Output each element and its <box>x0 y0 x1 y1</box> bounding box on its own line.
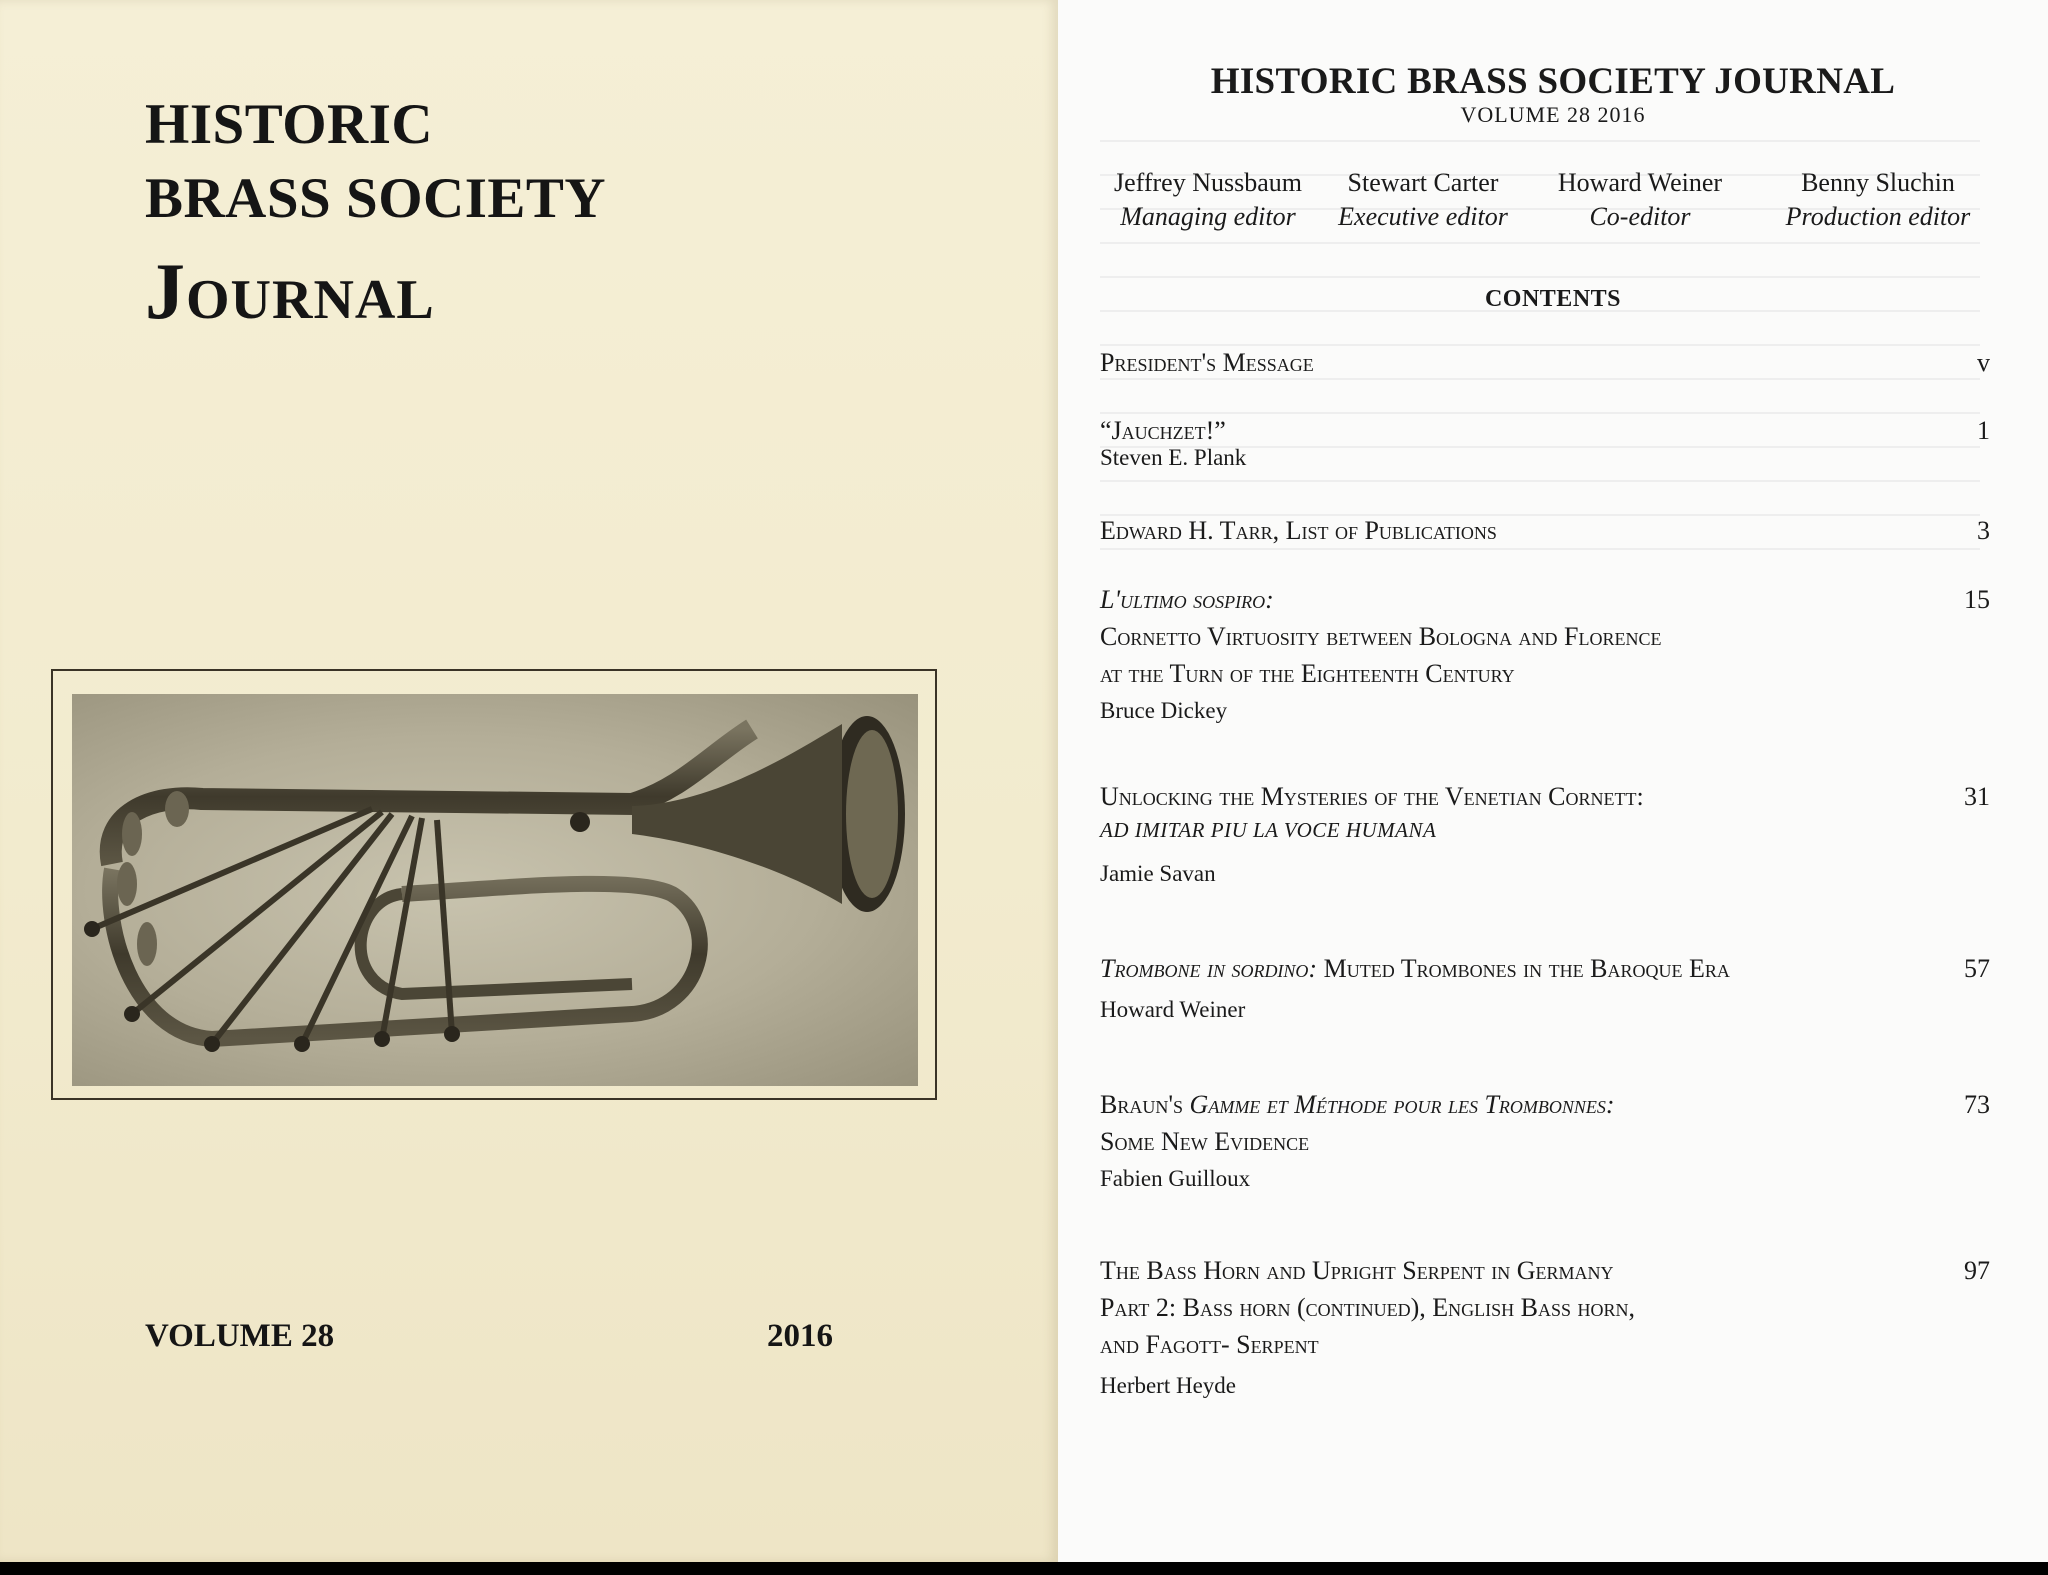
toc-title-italic: Trombone in sordino: <box>1100 954 1318 983</box>
toc-author: Steven E. Plank <box>1100 445 1247 470</box>
cover-title <box>145 88 606 342</box>
toc-entry <box>1100 778 1990 889</box>
toc-title-line2: Some New Evidence <box>1100 1127 1310 1156</box>
toc-title: The Bass Horn and Upright Serpent in Germany <box>1100 1256 1614 1285</box>
toc-author: Herbert Heyde <box>1100 1373 1237 1398</box>
trumpet-photo <box>72 694 918 1086</box>
keyed-trumpet-icon <box>72 694 918 1086</box>
toc-page-number: 1 <box>1977 416 1990 445</box>
toc-title: President's Message <box>1100 348 1314 377</box>
toc-title-line2: Cornetto Virtuosity between Bologna and Florence <box>1100 622 1662 651</box>
toc-title-line2: Part 2: Bass horn (continued), English Bass horn, <box>1100 1293 1636 1322</box>
toc-page-number: v <box>1977 348 1990 377</box>
cover-title-line1: HISTORIC <box>145 93 434 156</box>
toc-page-number: 57 <box>1964 954 1990 983</box>
toc-author: Bruce Dickey <box>1100 698 1228 723</box>
page-volume: VOLUME 28 2016 <box>1460 102 1646 127</box>
toc-entry <box>1100 950 1990 1025</box>
toc-title-line3: and Fagott- Serpent <box>1100 1330 1319 1359</box>
editor-name: Benny Sluchin <box>1801 168 1955 197</box>
toc-author: Howard Weiner <box>1100 997 1246 1022</box>
toc-title-rest: Muted Trombones in the Baroque Era <box>1317 954 1730 983</box>
toc-entry <box>1100 581 1990 726</box>
cover-year: 2016 <box>767 1318 833 1354</box>
editor-role: Production editor <box>1785 202 1971 231</box>
toc-title-pre: Braun's <box>1100 1090 1190 1119</box>
cover-volume: VOLUME 28 <box>145 1318 335 1354</box>
cover-title-line3: Journal <box>145 248 435 336</box>
toc-page-number: 3 <box>1977 516 1990 545</box>
toc-entry <box>1100 1086 1990 1194</box>
toc-page-number: 97 <box>1964 1256 1990 1285</box>
toc-title: Edward H. Tarr, List of Publications <box>1100 516 1497 545</box>
editor-role: Co-editor <box>1589 202 1691 231</box>
toc-author: Jamie Savan <box>1100 861 1216 886</box>
contents-heading: CONTENTS <box>1484 286 1622 312</box>
toc-title: Unlocking the Mysteries of the Venetian Cornett: <box>1100 782 1644 811</box>
cover-title-line2: BRASS SOCIETY <box>145 167 607 230</box>
editor-role: Executive editor <box>1338 202 1508 231</box>
editor-role: Managing editor <box>1120 202 1296 231</box>
editor-name: Jeffrey Nussbaum <box>1114 168 1302 197</box>
toc-title-italic: L'ultimo sospiro: <box>1100 585 1274 614</box>
editor-name: Stewart Carter <box>1347 168 1499 197</box>
toc-entry <box>1100 1252 1990 1401</box>
toc-page-number: 31 <box>1964 782 1990 811</box>
show-through-texture <box>1100 140 1980 560</box>
toc-title-italic: Gamme et Méthode pour les Trombonnes: <box>1189 1090 1615 1119</box>
page-journal-title: HISTORIC BRASS SOCIETY JOURNAL <box>1210 61 1896 102</box>
toc-page-number: 73 <box>1964 1090 1990 1119</box>
editor-name: Howard Weiner <box>1557 168 1723 197</box>
toc-author: Fabien Guilloux <box>1100 1166 1251 1191</box>
toc-title-line3: at the Turn of the Eighteenth Century <box>1100 659 1515 688</box>
toc-page-number: 15 <box>1964 585 1990 614</box>
toc-title: “Jauchzet!” <box>1100 416 1226 445</box>
toc-subtitle: AD IMITAR PIU LA VOCE HUMANA <box>1100 818 1437 842</box>
